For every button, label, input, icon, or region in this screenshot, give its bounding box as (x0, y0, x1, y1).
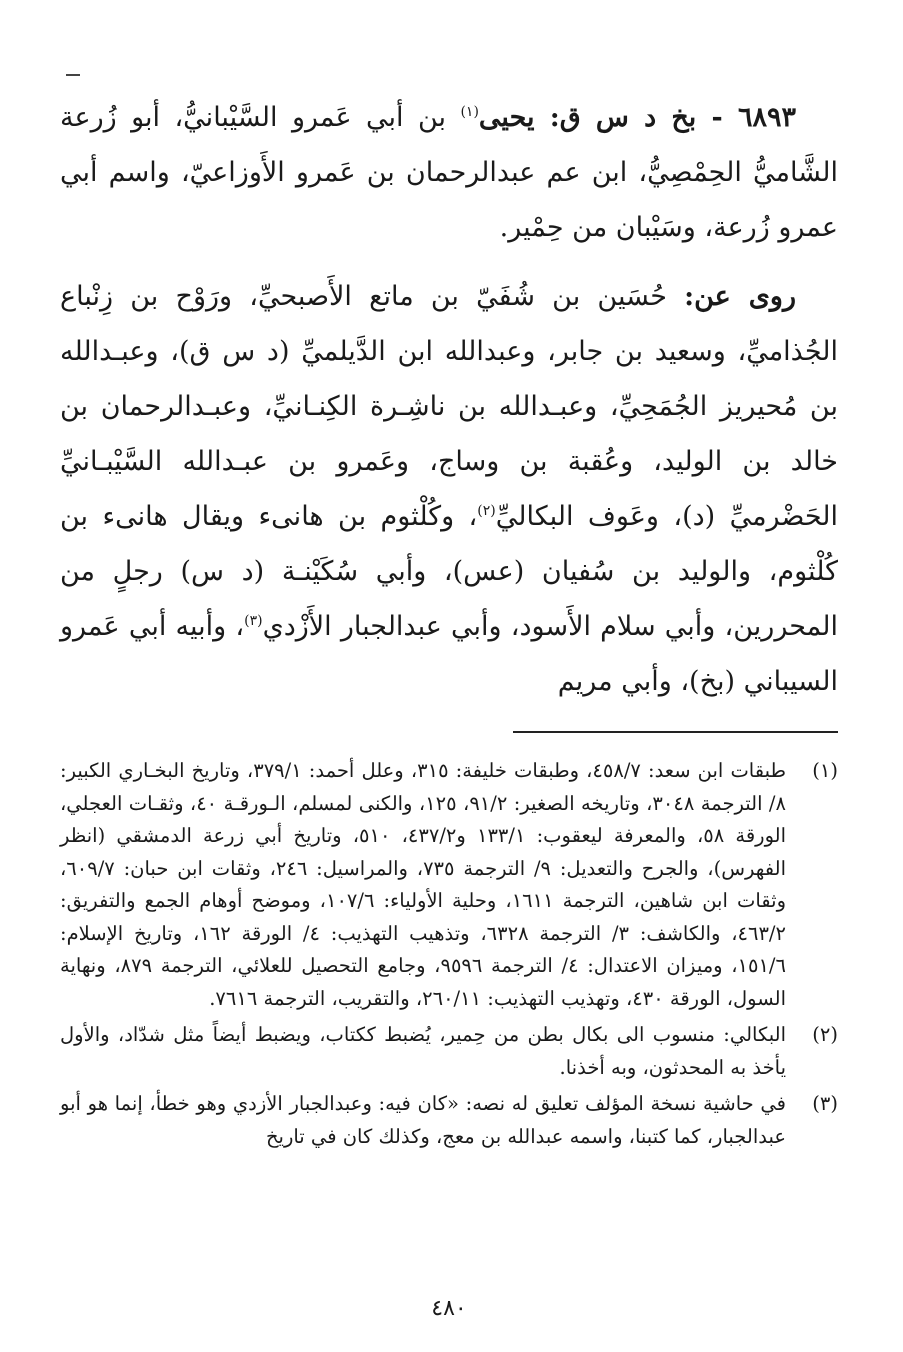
footnote-1 (60, 755, 838, 1015)
narrators-paragraph (60, 269, 838, 709)
narrators-text-b: ، وكُلْثوم بن هانىء ويقال هانىء بن كُلْثوم، والوليد بن سُفيان (عس)، وأبي سُكَيْنـة (د س) رجلٍ من المحررين، وأبي سلام الأَسود، وأبي عبدالجبار الأَزْدي (60, 501, 838, 642)
footnote-ref-3: (٣) (244, 613, 263, 629)
footnote-text: طبقات ابن سعد: ٤٥٨/٧، وطبقات خليفة: ٣١٥، وعلل أحمد: ٣٧٩/١، وتاريخ البخـاري الكبير: ٨/ الترجمة ٣٠٤٨، وتاريخه الصغير: ٩١/٢، ١٢٥، والكنى لمسلم، الـورقـة ٤٠، وثقـات العجلي، الورقة ٥٨، والمعرفة ليعقوب: ١٣٣/١ و٤٣٧/٢، ٥١٠، وتاريخ أبي زرعة الدمشقي (انظر الفهرس)، والجرح والتعديل: ٩/ الترجمة ٧٣٥، والمراسيل: ٢٤٦، وثقات ابن حبان: ٦٠٩/٧، وثقات ابن شاهين، الترجمة ١٦١١، وحلية الأولياء: ١٠٧/٦، وموضح أوهام الجمع والتفريق: ٤٦٣/٢، والكاشف: ٣/ الترجمة ٦٣٢٨، وتذهيب التهذيب: ٤/ الورقة ١٦٢، وتاريخ الإسلام: ١٥١/٦، وميزان الاعتدال: ٤/ الترجمة ٩٥٩٦، وجامع التحصيل للعلائي، الترجمة ٨٧٩، ونهاية السول، الورقة ٤٣٠، وتهذيب التهذيب: ٢٦٠/١١، والتقريب، الترجمة ٧٦١٦. (60, 759, 787, 1010)
footnote-3 (60, 1088, 838, 1153)
footnote-divider (513, 731, 838, 733)
entry-number: ٦٨٩٣ (738, 102, 797, 133)
entry-rest: بن أبي عَمرو السَّيْبانيُّ، أبو زُرعة الشَّاميُّ الحِمْصِيُّ، ابن عم عبدالرحمان بن عَمرو الأَوزاعيّ، واسم أبي عمرو زُرعة، وسَيْبان من حِمْير. (60, 102, 838, 243)
corner-mark (66, 74, 80, 76)
footnote-marker: (١) (812, 759, 838, 782)
book-page (60, 90, 838, 1330)
footnote-ref-1: (١) (460, 104, 479, 120)
entry-paragraph (60, 90, 838, 255)
narrators-label: روى عن: (684, 281, 796, 312)
narrators-text-c: ، وأبيه أبي عَمرو السيباني (بخ)، وأبي مريم (60, 611, 838, 697)
main-text (60, 90, 838, 709)
footnote-text: البكالي: منسوب الى بكال بطن من حِمير، يُضبط ككتاب، ويضبط أيضاً مثل شدّاد، والأول يأخذ به المحدثون، وبه أخذنا. (60, 1023, 786, 1079)
footnote-marker: (٢) (812, 1023, 838, 1046)
entry-name: يحيى (478, 102, 535, 133)
footnote-2 (60, 1019, 838, 1084)
footnotes (60, 755, 838, 1153)
narrators-text-a: حُسَين بن شُفَيّ بن ماتع الأَصبحيِّ، ورَوْح بن زِنْباع الجُذاميِّ، وسعيد بن جابر، وعبدالله ابن الدَّيلميِّ (د س ق)، وعبـدالله بن مُحيريز الجُمَحِيِّ، وعبـدالله بن ناشِـرة الكِنـانيِّ، وعبـدالرحمان بن خالد بن الوليد، وعُقبة بن وساج، وعَمرو بن عبـدالله السَّيْبـانيِّ الحَضْرميِّ (د)، وعَوف البكاليِّ (60, 281, 838, 532)
entry-head: - بخ د س ق: (534, 102, 738, 133)
footnote-marker: (٣) (812, 1092, 838, 1115)
footnote-text: في حاشية نسخة المؤلف تعليق له نصه: «كان فيه: وعبدالجبار الأزدي وهو خطأ، إنما هو أبو عبدالجبار، كما كتبنا، واسمه عبدالله بن معج، وكذلك كان في تاريخ (60, 1092, 786, 1148)
footnote-ref-2: (٢) (477, 503, 496, 519)
page-number: ٤٨٠ (431, 1296, 467, 1321)
